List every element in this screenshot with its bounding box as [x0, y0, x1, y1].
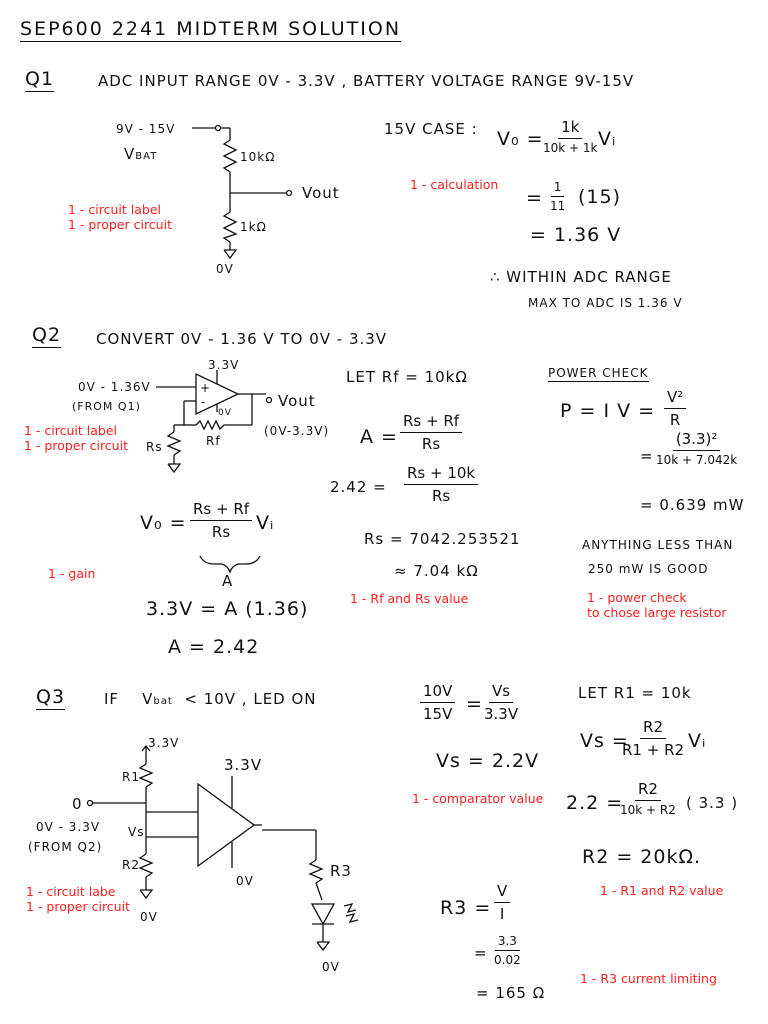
page-title: SEP600 2241 MIDTERM SOLUTION [20, 18, 402, 40]
q1-r-top-label: 10kΩ [240, 150, 276, 164]
q1-eq1-frac: 1k 10k + 1k [543, 118, 598, 155]
q1-mark-calc: 1 - calculation [410, 177, 499, 192]
q3-input-range: 0V - 3.3V [36, 820, 101, 834]
q1-eq3: = 1.36 V [530, 224, 622, 246]
q1-ground-label: 0V [216, 262, 234, 276]
q2-vout-label: Vout [278, 392, 316, 410]
q3-r2-value: R2 = 20kΩ. [582, 846, 702, 868]
q3-r3-eq2-frac: $\frac{3.3}{0.02}$ [494, 934, 521, 967]
q1-r-bot-label: 1kΩ [240, 220, 267, 234]
q1-statement: ADC INPUT RANGE 0V - 3.3V , BATTERY VOLTAGE RANGE 9V-15V [98, 72, 635, 90]
q3-input-src: (FROM Q2) [28, 840, 103, 854]
q1-mark-circuit: 1 - circuit label 1 - proper circuit [68, 202, 172, 232]
q2-p-eq1-lhs: P = I V = [560, 400, 656, 422]
q2-power-title: POWER CHECK [548, 366, 649, 380]
q1-vbat-label: VBAT [124, 145, 158, 163]
q2-rs-label: Rs [146, 440, 163, 454]
q2-gnd-small: 0V [218, 408, 232, 418]
q2-label: Q2 [32, 324, 62, 346]
q2-rs-approx: ≈ 7.04 kΩ [394, 562, 479, 580]
q2-plus-sign: + [200, 381, 212, 395]
q3-vs-label: Vs [128, 825, 145, 839]
q2-a-frac: $\frac{Rs + Rf}{Rs}$ [400, 412, 462, 453]
q1-eq1-lhs: V₀ = [497, 128, 544, 150]
q3-mark-r1r2: 1 - R1 and R2 value [600, 883, 724, 898]
q3-sub-rhs: ( 3.3 ) [686, 794, 739, 812]
q2-gain-eq2: A = 2.42 [168, 636, 260, 658]
q3-label: Q3 [36, 686, 66, 708]
q1-vin-label: 9V - 15V [116, 122, 176, 136]
q1-case-label: 15V CASE : [384, 120, 478, 138]
q3-vs-div-lhs: Vs = [580, 730, 629, 752]
q2-statement: CONVERT 0V - 1.36 V TO 0V - 3.3V [96, 330, 388, 348]
q2-p-note2: 250 mW IS GOOD [588, 562, 709, 576]
q2-out-range: (0V-3.3V) [264, 424, 330, 438]
q3-r1-label: R1 [122, 770, 140, 784]
q1-eq1-rhs: Vᵢ [598, 128, 617, 150]
q3-input-node: 0 [72, 795, 83, 813]
q3-mark-comp: 1 - comparator value [412, 791, 544, 806]
q2-input-src: (FROM Q1) [72, 400, 141, 413]
q3-ratio-left: $\frac{10V}{15V}$ [420, 682, 455, 723]
q1-eq2-rhs: (15) [578, 186, 622, 208]
q2-p-eq3: = 0.639 mW [640, 496, 745, 514]
q1-vout-label: Vout [302, 184, 340, 202]
q3-r3-label: R3 [330, 862, 352, 880]
q2-rs-value: Rs = 7042.253521 [364, 530, 521, 548]
q3-ratio-right: $\frac{Vs}{3.3V}$ [484, 682, 519, 723]
q3-sub-frac: R2 10k + R2 [620, 780, 676, 817]
q2-mark-power: 1 - power check to chose large resistor [587, 590, 727, 620]
q3-r3-eq2-lhs: = [474, 944, 488, 962]
q2-v0-frac: $\frac{Rs + Rf}{Rs}$ [190, 500, 252, 541]
q2-mark-rfrs: 1 - Rf and Rs value [350, 591, 469, 606]
q2-p-eq2-frac: (3.3)² 10k + 7.042k [656, 430, 738, 467]
q1-eq2-lhs: = [526, 187, 543, 209]
q3-ratio-eq: = [466, 693, 483, 715]
q2-p-eq1-frac: $\frac{\text{V²}}{R}$ [664, 388, 686, 429]
q1-label: Q1 [25, 68, 55, 90]
q3-supply-comp: 3.3V [224, 756, 263, 774]
q2-rf-label: Rf [206, 434, 221, 448]
q3-gnd-r2: 0V [140, 910, 158, 924]
q3-let-r1: LET R1 = 10k [578, 684, 692, 702]
q3-r3-lhs: R3 = [440, 897, 492, 919]
q2-a-lhs: A = [360, 426, 398, 448]
q3-vs-eq: Vs = 2.2V [436, 750, 540, 772]
q3-sub-lhs: 2.2 = [566, 792, 624, 814]
q2-brace-label: A [222, 572, 234, 590]
q3-vs-div-frac: $\frac{R2}{R1 + R2}$ [622, 718, 685, 759]
q2-input-label: 0V - 1.36V [78, 380, 151, 394]
q2-mark-gain: 1 - gain [48, 566, 96, 581]
q2-gain-eq1: 3.3V = A (1.36) [146, 598, 309, 620]
q2-v0-rhs: Vᵢ [256, 512, 275, 534]
q2-p-eq2-lhs: = [640, 447, 654, 465]
q3-gnd-comp: 0V [236, 874, 254, 888]
q2-minus-sign: - [201, 395, 207, 409]
q2-mark-circuit: 1 - circuit label 1 - proper circuit [24, 423, 128, 453]
q1-note1: ∴ WITHIN ADC RANGE [490, 268, 672, 286]
q2-p-note1: ANYTHING LESS THAN [582, 538, 734, 552]
q2-let-rf: LET Rf = 10kΩ [346, 368, 468, 386]
q3-mark-circuit: 1 - circuit labe 1 - proper circuit [26, 884, 130, 914]
q3-supply-top: 3.3V [148, 736, 180, 750]
q3-vs-div-rhs: Vᵢ [688, 730, 707, 752]
q3-r3-value: = 165 Ω [476, 984, 546, 1002]
q3-statement: IF Vbat < 10V , LED ON [104, 690, 317, 708]
q2-b-lhs: 2.42 = [330, 478, 387, 496]
q3-r2-label: R2 [122, 858, 140, 872]
q2-v0-lhs: V₀ = [140, 512, 187, 534]
q3-gnd-led: 0V [322, 960, 340, 974]
q1-eq2-frac: $\frac{1}{11}$ [550, 180, 566, 213]
q3-mark-r3: 1 - R3 current limiting [580, 971, 717, 986]
q1-note2: MAX TO ADC IS 1.36 V [528, 296, 683, 310]
q3-r3-frac: $\frac{V}{I}$ [494, 882, 510, 923]
q2-supply-label: 3.3V [208, 358, 240, 372]
q2-b-frac: $\frac{Rs + 10k}{Rs}$ [404, 464, 478, 505]
